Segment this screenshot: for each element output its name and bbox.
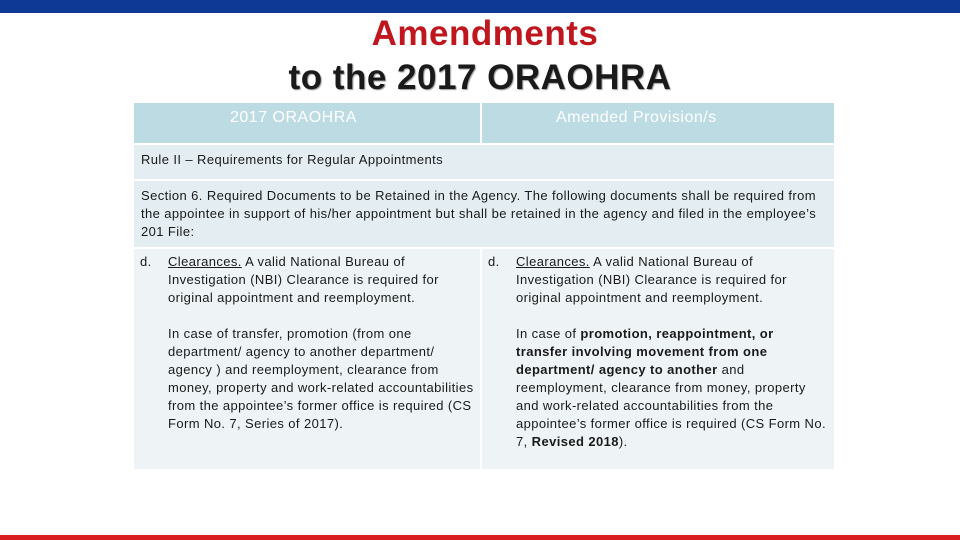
- comparison-row: [133, 248, 835, 470]
- bottom-accent-bar: [0, 535, 960, 540]
- slide-title-line2: to the 2017 ORAOHRA: [288, 58, 672, 97]
- right-item-d: [488, 253, 828, 451]
- table-header-row: [133, 102, 835, 144]
- left-item-d: [140, 253, 474, 433]
- left-item-letter: d.: [140, 254, 152, 269]
- left-clearance-paragraph: [168, 253, 474, 307]
- left-clearance-text: A valid National Bureau of Investigation (NBI) Clearance is required for original appointment and reemployment.: [168, 254, 439, 305]
- rule-row: [133, 144, 835, 180]
- left-provision-cell: [133, 248, 481, 470]
- right-clearance-text: A valid National Bureau of Investigation (NBI) Clearance is required for original appointment and reemployment.: [516, 254, 787, 305]
- right-para-prefix: In case of: [516, 326, 581, 341]
- right-para-bold2: Revised 2018: [531, 434, 619, 449]
- right-para-suffix: ).: [618, 434, 628, 449]
- left-transfer-paragraph: In case of transfer, promotion (from one department/ agency to another department/ agency ) and reemployment, clearance from money, property and work-related accountabilities from the appointee’s former office is required (CS Form No. 7, Series of 2017).: [168, 326, 474, 431]
- right-para-mid: and reemployment, clearance from money, property and work-related accountabilities from the appointee’s former office is required (CS Form No. 7,: [516, 362, 826, 449]
- right-transfer-paragraph: [516, 325, 828, 451]
- header-2017-oraohra: [133, 102, 481, 144]
- right-para-bold: promotion, reappointment, or transfer involving movement from one department/ agency to another: [516, 326, 774, 377]
- amendments-table: [132, 101, 836, 471]
- rule-heading: Rule II – Requirements for Regular Appointments: [133, 144, 835, 180]
- slide-title-line1: Amendments: [371, 14, 599, 53]
- right-provision-cell: [481, 248, 835, 470]
- header-amended-provisions: [481, 102, 835, 144]
- section-row: [133, 180, 835, 248]
- right-item-letter: d.: [488, 254, 500, 269]
- left-clearance-label: Clearances.: [168, 254, 242, 269]
- header-right-label: Amended Provision/s: [556, 109, 717, 126]
- header-left-label: 2017 ORAOHRA: [230, 109, 357, 126]
- top-accent-bar: [0, 0, 960, 13]
- right-clearance-label: Clearances.: [516, 254, 590, 269]
- right-clearance-paragraph: [516, 253, 828, 307]
- section-heading: Section 6. Required Documents to be Retained in the Agency. The following documents shall be required from the appointee in support of his/her appointment but shall be retained in the agency and filed in the employee’s 201 File:: [133, 180, 835, 248]
